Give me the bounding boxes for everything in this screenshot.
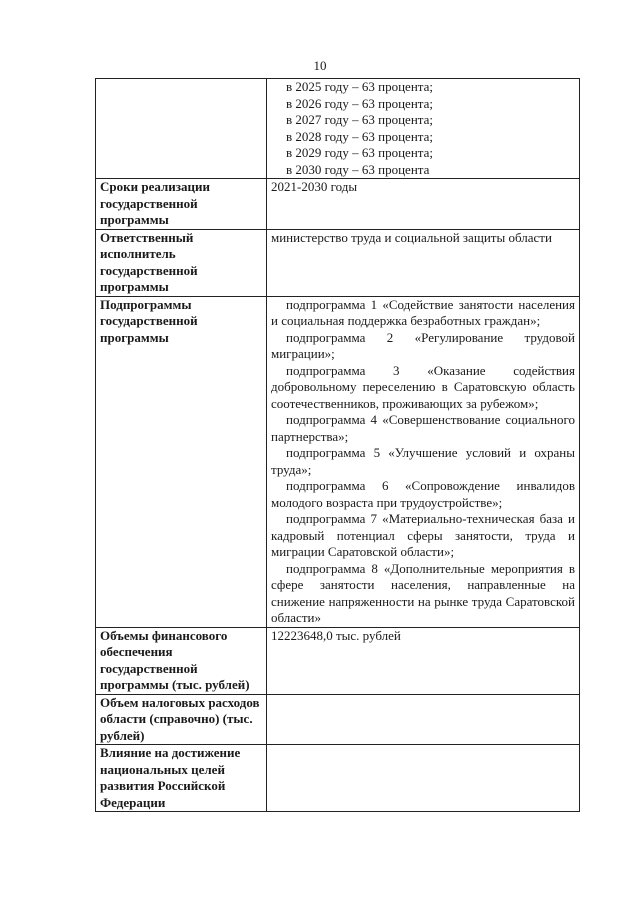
- subprogram-item-3: подпрограмма 3 «Оказание содействия добровольному переселению в Саратовскую область соотечественников, проживающих за рубежом»;: [271, 362, 575, 411]
- subprogram-item-5: подпрограмма 5 «Улучшение условий и охраны труда»;: [271, 445, 575, 477]
- tax-label: Объем налоговых расходов области (справочно) (тыс. рублей): [96, 694, 267, 745]
- list-item: в 2026 году – 63 процента;: [286, 95, 433, 111]
- executor-value: министерство труда и социальной защиты области: [271, 229, 552, 245]
- table-row-period: [96, 179, 580, 230]
- table-row-executor: [96, 229, 580, 296]
- table-row-tax: [96, 694, 580, 745]
- continuation-value-cell: [267, 79, 580, 179]
- table-row-financing: [96, 627, 580, 694]
- subprogram-item-1: подпрограмма 1 «Содействие занятости населения и социальная поддержка безработных граждан»;: [271, 296, 575, 328]
- list-item: в 2025 году – 63 процента;: [286, 79, 433, 94]
- goals-value: [267, 745, 580, 812]
- executor-value-cell: [267, 229, 580, 296]
- financing-value: 12223648,0 тыс. рублей: [267, 627, 580, 694]
- table-row-subprograms: [96, 296, 580, 627]
- program-passport-table: [95, 78, 580, 812]
- list-item: в 2027 году – 63 процента;: [286, 112, 433, 127]
- financing-label: Объемы финансового обеспечения государственной программы (тыс. рублей): [96, 627, 267, 694]
- period-label: Сроки реализации государственной программы: [96, 179, 267, 230]
- table-row-continuation: [96, 79, 580, 179]
- goals-label: Влияние на достижение национальных целей развития Российской Федерации: [96, 745, 267, 812]
- subprograms-value-cell: [267, 296, 580, 627]
- subprogram-item-4: подпрограмма 4 «Совершенствование социального партнерства»;: [271, 412, 575, 444]
- subprograms-label: Подпрограммы государственной программы: [96, 296, 267, 627]
- list-item: в 2030 году – 63 процента: [286, 161, 430, 177]
- executor-label: Ответственный исполнитель государственной программы: [96, 229, 267, 296]
- subprogram-item-6: подпрограмма 6 «Сопровождение инвалидов молодого возраста при трудоустройстве»;: [271, 478, 575, 510]
- empty-label-cell: [96, 79, 267, 179]
- list-item: в 2028 году – 63 процента;: [286, 128, 433, 144]
- list-item: в 2029 году – 63 процента;: [286, 145, 433, 160]
- subprogram-item-2: подпрограмма 2 «Регулирование трудовой миграции»;: [271, 329, 575, 361]
- tax-value: [267, 694, 580, 745]
- table-row-goals: [96, 745, 580, 812]
- period-value: 2021-2030 годы: [267, 179, 580, 230]
- subprogram-item-7: подпрограмма 7 «Материально-техническая база и кадровый потенциал сферы занятости, труда и миграции Саратовской области»;: [271, 511, 575, 559]
- subprogram-item-8: подпрограмма 8 «Дополнительные мероприятия в сфере занятости населения, направленные на снижение напряженности на рынке труда Саратовской области»: [271, 560, 575, 625]
- page-number: 10: [313, 58, 327, 73]
